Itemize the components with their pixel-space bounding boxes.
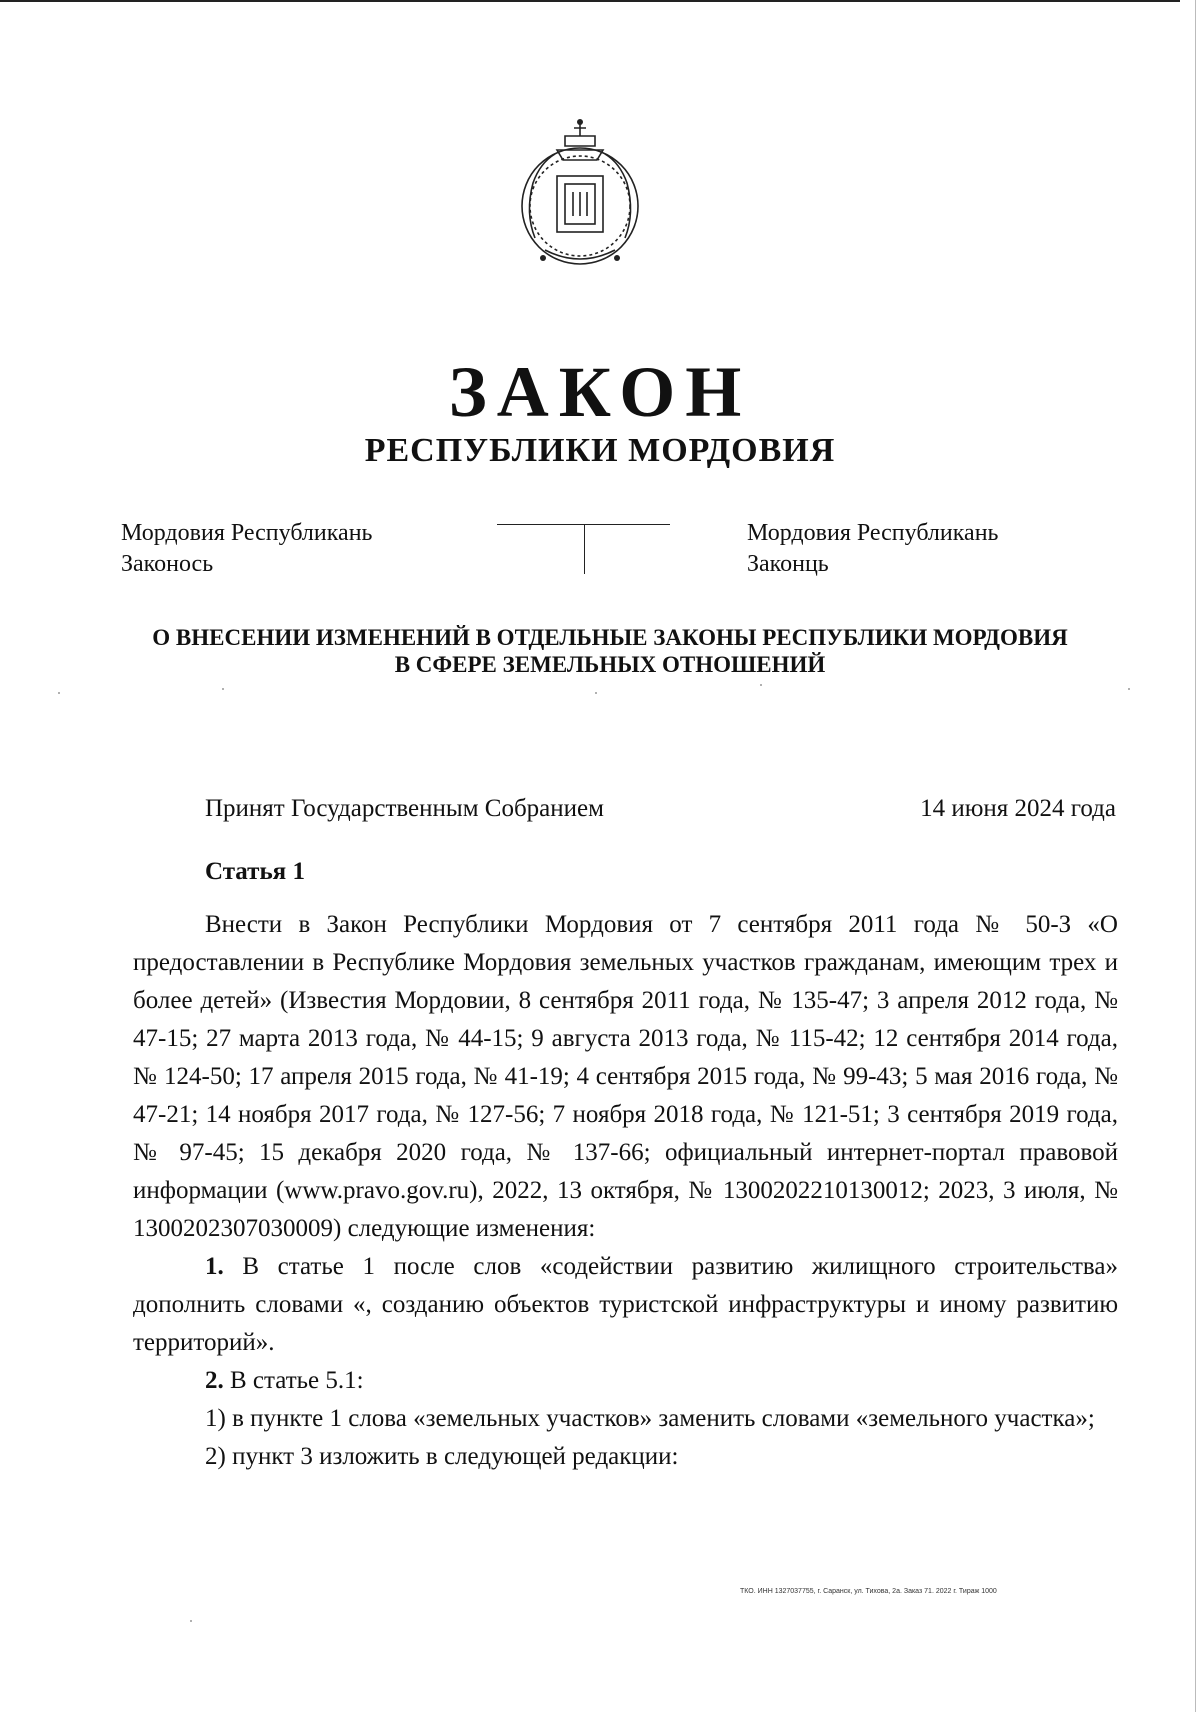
- print-imprint: ТКО. ИНН 1327037755, г. Саранск, ул. Тихова, 2а. Заказ 71. 2022 г. Тираж 1000: [740, 1588, 997, 1595]
- adoption-date: 14 июня 2024 года: [920, 795, 1116, 822]
- right-language-line-1: Мордовия Республикань: [747, 520, 999, 546]
- item-2-number: 2.: [205, 1367, 224, 1394]
- law-subtitle: РЕСПУБЛИКИ МОРДОВИЯ: [364, 432, 836, 469]
- right-language-line-2: Законць: [747, 551, 829, 577]
- article-intro-paragraph: Внести в Закон Республики Мордовия от 7 сентября 2011 года № 50-З «О предоставлении в Республике Мордовия земельных участков гражданам, имеющим трех и более детей» (Известия Мордовии, 8 сентября 2011 года, № 135-47; 3 апреля 2012 года, № 47-15; 27 марта 2013 года, № 44-15; 9 августа 2013 года, № 115-42; 12 сентября 2014 года, № 124-50; 17 апреля 2015 года, № 41-19; 4 сентября 2015 года, № 99-43; 5 мая 2016 года, № 47-21; 14 ноября 2017 года, № 127-56; 7 ноября 2018 года, № 121-51; 3 сентября 2019 года, № 97-45; 15 декабря 2020 года, № 137-66; официальный интернет-портал правовой информации (www.pravo.gov.ru), 2022, 13 октября, № 1300202210130012; 2023, 3 июля, № 1300202307030009) следующие изменения:: [133, 911, 1118, 1242]
- law-title: ЗАКОН: [448, 352, 752, 432]
- item-1-number: 1.: [205, 1253, 224, 1280]
- article-subitem-1: 1) в пункте 1 слова «земельных участков» заменить словами «земельного участка»;: [205, 1405, 1095, 1432]
- scan-speck: [760, 684, 762, 686]
- left-language-block: [121, 518, 372, 580]
- scan-top-edge: [0, 0, 1180, 2]
- right-language-block: [747, 518, 998, 580]
- article-item-2: [133, 1362, 1118, 1400]
- adoption-line: [205, 795, 1116, 823]
- adoption-label: Принят Государственным Собранием: [205, 795, 604, 822]
- article-body: [133, 906, 1118, 1476]
- scan-speck: [595, 692, 597, 694]
- scan-right-edge: [1195, 0, 1196, 1712]
- article-heading: Статья 1: [205, 858, 305, 885]
- law-subject-line-2: В СФЕРЕ ЗЕМЕЛЬНЫХ ОТНОШЕНИЙ: [394, 652, 826, 677]
- scan-speck: [222, 688, 224, 690]
- scan-speck: [58, 692, 60, 694]
- scan-speck: [1128, 688, 1130, 690]
- law-subject: [100, 624, 1120, 678]
- header-separator-vertical: [584, 524, 585, 574]
- left-language-line-2: Законось: [121, 551, 214, 577]
- law-subject-line-1: О ВНЕСЕНИИ ИЗМЕНЕНИЙ В ОТДЕЛЬНЫЕ ЗАКОНЫ РЕСПУБЛИКИ МОРДОВИЯ: [152, 625, 1068, 650]
- article-item-1: [133, 1248, 1118, 1362]
- item-1-text: В статье 1 после слов «содействии развитию жилищного строительства» дополнить словами «, созданию объектов туристской инфраструктуры и иному развитию территорий».: [133, 1253, 1118, 1356]
- item-2-text: В статье 5.1:: [223, 1367, 364, 1394]
- article-subitem-2: 2) пункт 3 изложить в следующей редакции:: [205, 1443, 679, 1470]
- coat-of-arms-emblem: [505, 118, 655, 278]
- scan-speck: [190, 1620, 192, 1622]
- left-language-line-1: Мордовия Республикань: [121, 520, 373, 546]
